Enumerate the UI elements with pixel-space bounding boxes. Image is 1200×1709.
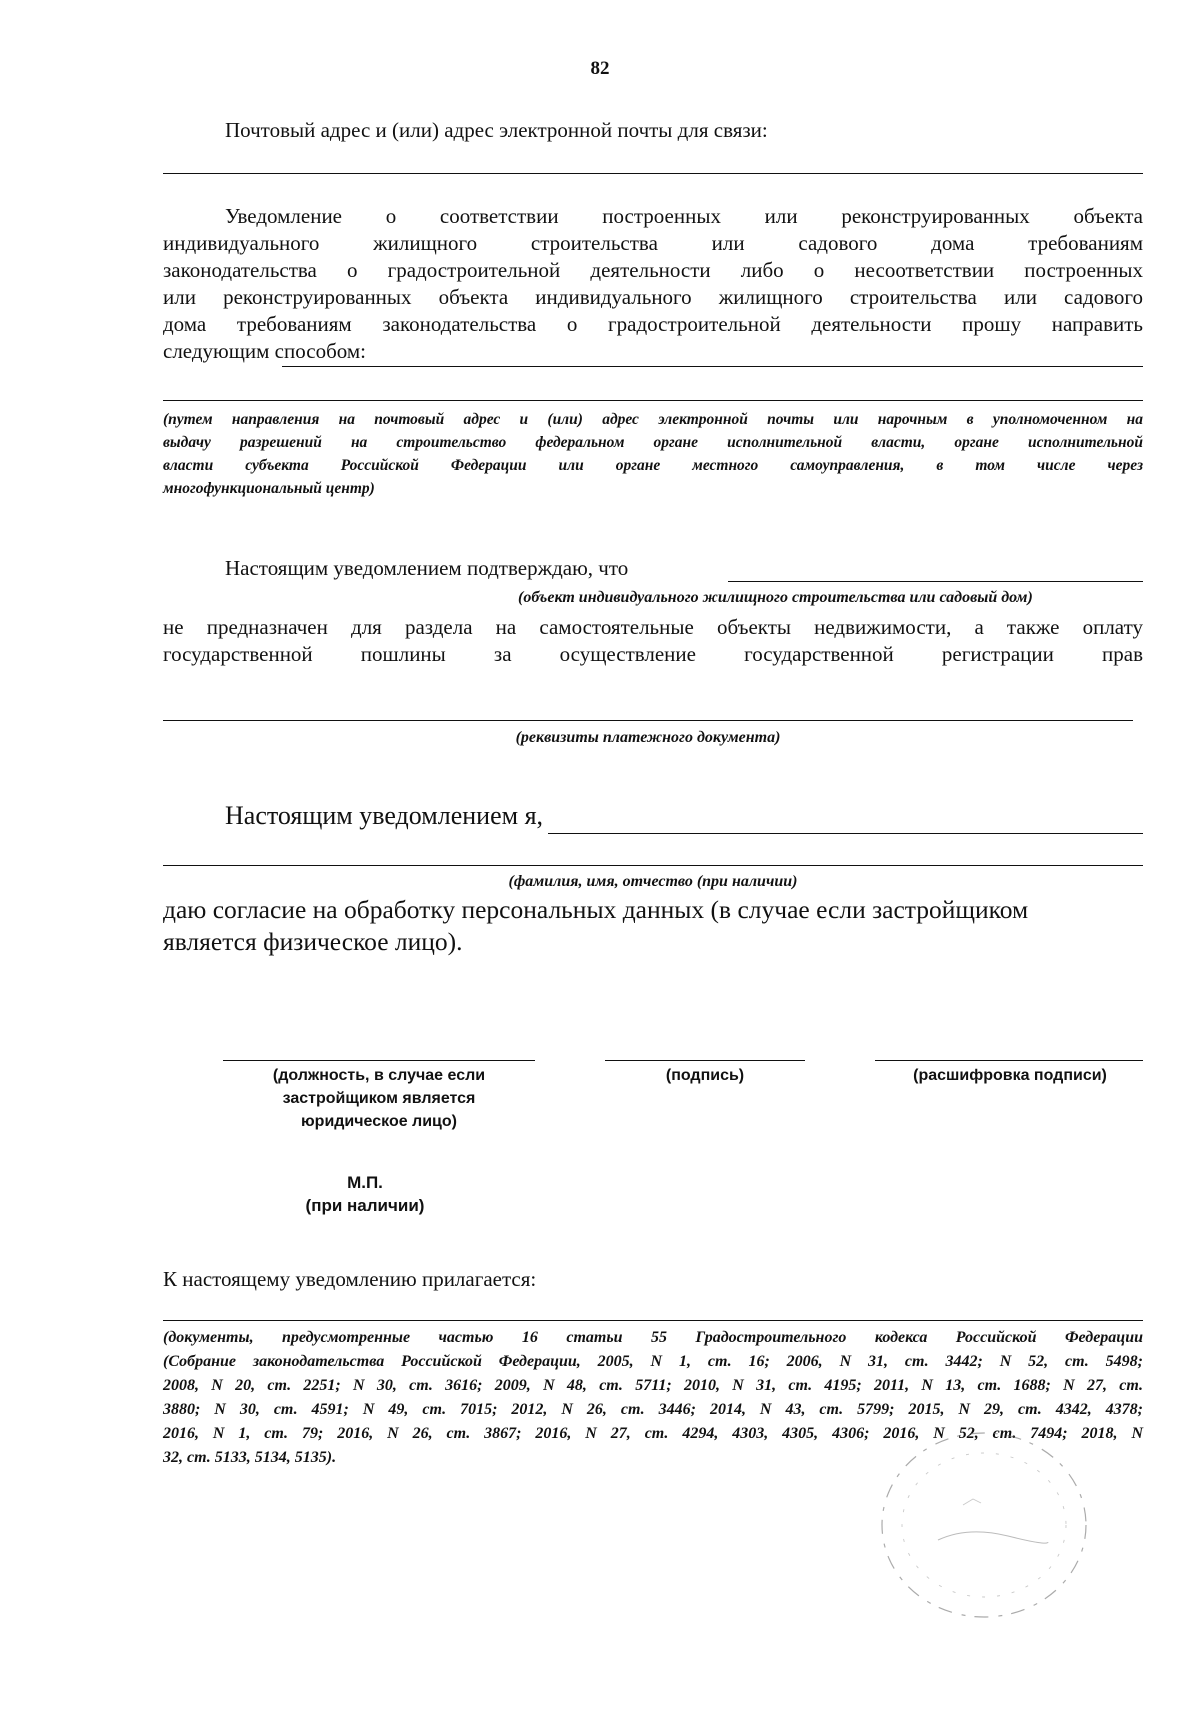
attachments-note-1: (документы, предусмотренные частью 16 статьи 55 Градостроительного кодекса Российской Федерации <box>163 1329 1143 1346</box>
method-note-4: многофункциональный центр) <box>163 480 375 497</box>
method-line-6: следующим способом: <box>163 339 366 363</box>
method-note-2: выдачу разрешений на строительство федеральном органе исполнительной власти, органе исполнительной <box>163 434 1143 451</box>
attachments-note-6: 32, ст. 5133, 5134, 5135). <box>163 1449 337 1466</box>
name-hint: (фамилия, имя, отчество (при наличии) <box>508 873 798 890</box>
attachments-note-4: 3880; N 30, ст. 4591; N 49, ст. 7015; 2012, N 26, ст. 3446; 2014, N 43, ст. 5799; 2015, N 29, ст. 4342, 4378; <box>163 1401 1143 1418</box>
position-label-1: (должность, в случае если <box>272 1067 486 1084</box>
consent-lead: Настоящим уведомлением я, <box>225 801 544 830</box>
attachments-note-3: 2008, N 20, ст. 2251; N 30, ст. 3616; 2009, N 48, ст. 5711; 2010, N 31, ст. 4195; 2011, N 13, ст. 1688; N 27, ст. <box>163 1377 1143 1394</box>
stamp-impression <box>868 1420 1100 1630</box>
position-field-line[interactable] <box>223 1060 535 1061</box>
name-field-line-2[interactable] <box>163 865 1143 866</box>
contact-field-line[interactable] <box>163 173 1143 174</box>
confirmation-line-2: не предназначен для раздела на самостоятельные объекты недвижимости, а также оплату <box>163 615 1143 639</box>
method-line-5: дома требованиям законодательства о градостроительной деятельности прошу направить <box>163 312 1143 336</box>
attachments-note-2: (Собрание законодательства Российской Федерации, 2005, N 1, ст. 16; 2006, N 31, ст. 3442; N 52, ст. 5498; <box>163 1353 1143 1370</box>
method-note-3: власти субъекта Российской Федерации или органе местного самоуправления, в том числе через <box>163 457 1143 474</box>
position-label <box>223 1064 535 1133</box>
object-field-line[interactable] <box>728 581 1143 582</box>
method-note-1: (путем направления на почтовый адрес и (или) адрес электронной почты или нарочным в уполномоченном на <box>163 411 1143 428</box>
confirmation-line-3: государственной пошлины за осуществление государственной регистрации прав <box>163 642 1143 666</box>
signature-field-line[interactable] <box>605 1060 805 1061</box>
attachments-note-5: 2016, N 1, ст. 79; 2016, N 26, ст. 3867; 2016, N 27, ст. 4294, 4303, 4305, 4306; 2016, N 52, ст. 7494; 2018, N <box>163 1425 1143 1442</box>
method-line-1: Уведомление о соответствии построенных или реконструированных объекта <box>225 204 1143 228</box>
consent-line-1: даю согласие на обработку персональных данных (в случае если застройщиком <box>163 895 1029 924</box>
payment-field-line[interactable] <box>163 720 1133 721</box>
confirmation-lead: Настоящим уведомлением подтверждаю, что <box>225 556 629 580</box>
object-hint: (объект индивидуального жилищного строительства или садовый дом) <box>518 589 1033 606</box>
method-line-4: или реконструированных объекта индивидуального жилищного строительства или садового <box>163 285 1143 309</box>
signature-label: (подпись) <box>665 1067 745 1084</box>
decoding-label: (расшифровка подписи) <box>913 1067 1107 1084</box>
position-label-2: застройщиком является <box>282 1090 476 1107</box>
position-label-3: юридическое лицо) <box>301 1113 457 1130</box>
payment-hint: (реквизиты платежного документа) <box>515 729 781 746</box>
attachments-label: К настоящему уведомлению прилагается: <box>163 1267 537 1291</box>
page-number: 82 <box>590 58 610 79</box>
decoding-field-line[interactable] <box>875 1060 1143 1061</box>
seal-note: (при наличии) <box>305 1196 425 1215</box>
attachments-field-line[interactable] <box>163 1320 1143 1321</box>
name-field-line[interactable] <box>548 833 1143 834</box>
seal-label: М.П. <box>347 1173 383 1192</box>
consent-line-2: является физическое лицо). <box>163 927 463 956</box>
contact-label: Почтовый адрес и (или) адрес электронной почты для связи: <box>225 118 768 142</box>
method-line-3: законодательства о градостроительной деятельности либо о несоответствии построенных <box>163 258 1143 282</box>
method-field-line[interactable] <box>282 366 1143 367</box>
method-field-line-2[interactable] <box>163 400 1143 401</box>
method-line-2: индивидуального жилищного строительства или садового дома требованиям <box>163 231 1143 255</box>
